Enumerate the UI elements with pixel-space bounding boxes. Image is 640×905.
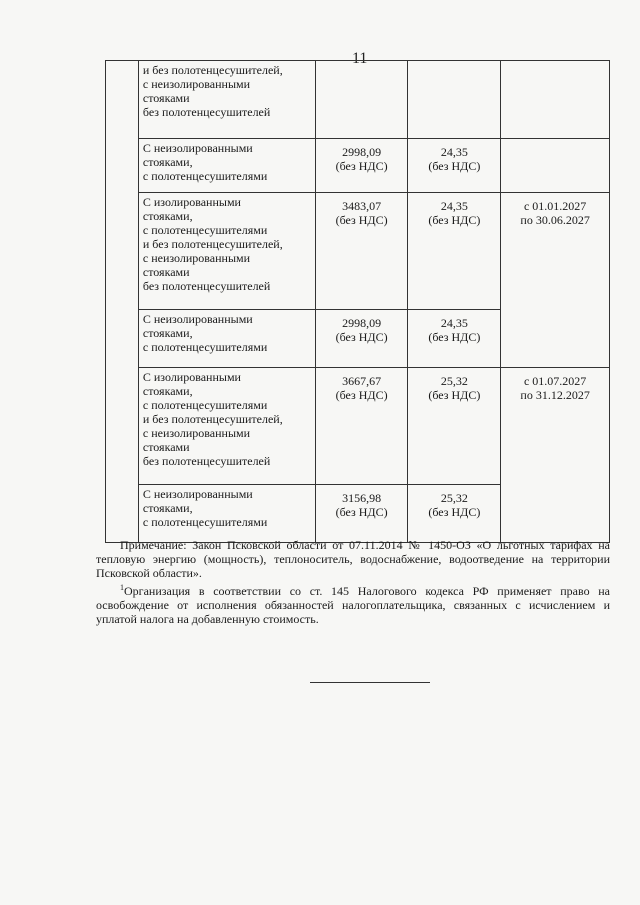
rate-cell bbox=[408, 61, 501, 139]
footnote bbox=[96, 584, 610, 626]
period-cell bbox=[501, 139, 610, 193]
rate-cell bbox=[408, 310, 501, 368]
row-description: С неизолированными стояками, с полотенцесушителями bbox=[138, 485, 315, 543]
table-row bbox=[106, 139, 610, 193]
tariff-value: 2998,09 bbox=[342, 145, 382, 159]
footnote-text: Организация в соответствии со ст. 145 Налогового кодекса РФ применяет право на освобождение от исполнения обязанностей налогоплательщика, связанных с исчислением и уплатой налога на добавленную стоимость. bbox=[96, 584, 610, 626]
rate-cell bbox=[408, 368, 501, 485]
row-description: С изолированными стояками, с полотенцесушителями и без полотенцесушителей, с неизолированными стояками без полотенцесушителей bbox=[138, 368, 315, 485]
notes-section bbox=[96, 538, 610, 630]
rate-note: (без НДС) bbox=[428, 505, 481, 519]
tariff-table bbox=[105, 60, 610, 543]
period-from: с 01.01.2027 bbox=[523, 199, 587, 213]
tariff-note: (без НДС) bbox=[335, 159, 388, 173]
period-from: с 01.07.2027 bbox=[523, 374, 587, 388]
rate-note: (без НДС) bbox=[428, 159, 481, 173]
tariff-cell bbox=[315, 310, 408, 368]
rate-value: 25,32 bbox=[440, 491, 468, 505]
rate-value: 25,32 bbox=[440, 374, 468, 388]
rate-note: (без НДС) bbox=[428, 213, 481, 227]
rate-cell bbox=[408, 485, 501, 543]
page-number: 11 bbox=[352, 50, 368, 67]
period-cell bbox=[501, 61, 610, 139]
footnote-mark: 1 bbox=[120, 583, 124, 592]
row-description: С неизолированными стояками, с полотенцесушителями bbox=[138, 139, 315, 193]
tariff-value: 3667,67 bbox=[342, 374, 382, 388]
tariff-cell bbox=[315, 193, 408, 310]
tariff-cell bbox=[315, 485, 408, 543]
period-to: по 30.06.2027 bbox=[520, 213, 590, 227]
rate-value: 24,35 bbox=[440, 145, 468, 159]
rate-value: 24,35 bbox=[440, 316, 468, 330]
row-description: С изолированными стояками, с полотенцесушителями и без полотенцесушителей, с неизолированными стояками без полотенцесушителей bbox=[138, 193, 315, 310]
tariff-note: (без НДС) bbox=[335, 330, 388, 344]
rate-cell bbox=[408, 193, 501, 310]
tariff-cell bbox=[315, 139, 408, 193]
divider-line bbox=[310, 682, 430, 683]
tariff-value: 3483,07 bbox=[342, 199, 382, 213]
tariff-cell bbox=[315, 61, 408, 139]
tariff-note: (без НДС) bbox=[335, 213, 388, 227]
table-row bbox=[106, 61, 610, 139]
period-cell bbox=[501, 368, 610, 543]
note-main: Примечание: Закон Псковской области от 07.11.2014 № 1450-ОЗ «О льготных тарифах на тепловую энергию (мощность), теплоноситель, водоснабжение, водоотведение на территории Псковской области». bbox=[96, 538, 610, 580]
tariff-value: 2998,09 bbox=[342, 316, 382, 330]
tariff-note: (без НДС) bbox=[335, 505, 388, 519]
rate-note: (без НДС) bbox=[428, 388, 481, 402]
rate-note: (без НДС) bbox=[428, 330, 481, 344]
tariff-note: (без НДС) bbox=[335, 388, 388, 402]
period-to: по 31.12.2027 bbox=[520, 388, 590, 402]
period-cell bbox=[501, 193, 610, 368]
rate-value: 24,35 bbox=[440, 199, 468, 213]
tariff-value: 3156,98 bbox=[342, 491, 382, 505]
row-description: и без полотенцесушителей, с неизолированными стояками без полотенцесушителей bbox=[138, 61, 315, 139]
blank-first-column bbox=[106, 61, 139, 543]
rate-cell bbox=[408, 139, 501, 193]
row-description: С неизолированными стояками, с полотенцесушителями bbox=[138, 310, 315, 368]
table-row bbox=[106, 193, 610, 310]
table-row bbox=[106, 368, 610, 485]
tariff-cell bbox=[315, 368, 408, 485]
